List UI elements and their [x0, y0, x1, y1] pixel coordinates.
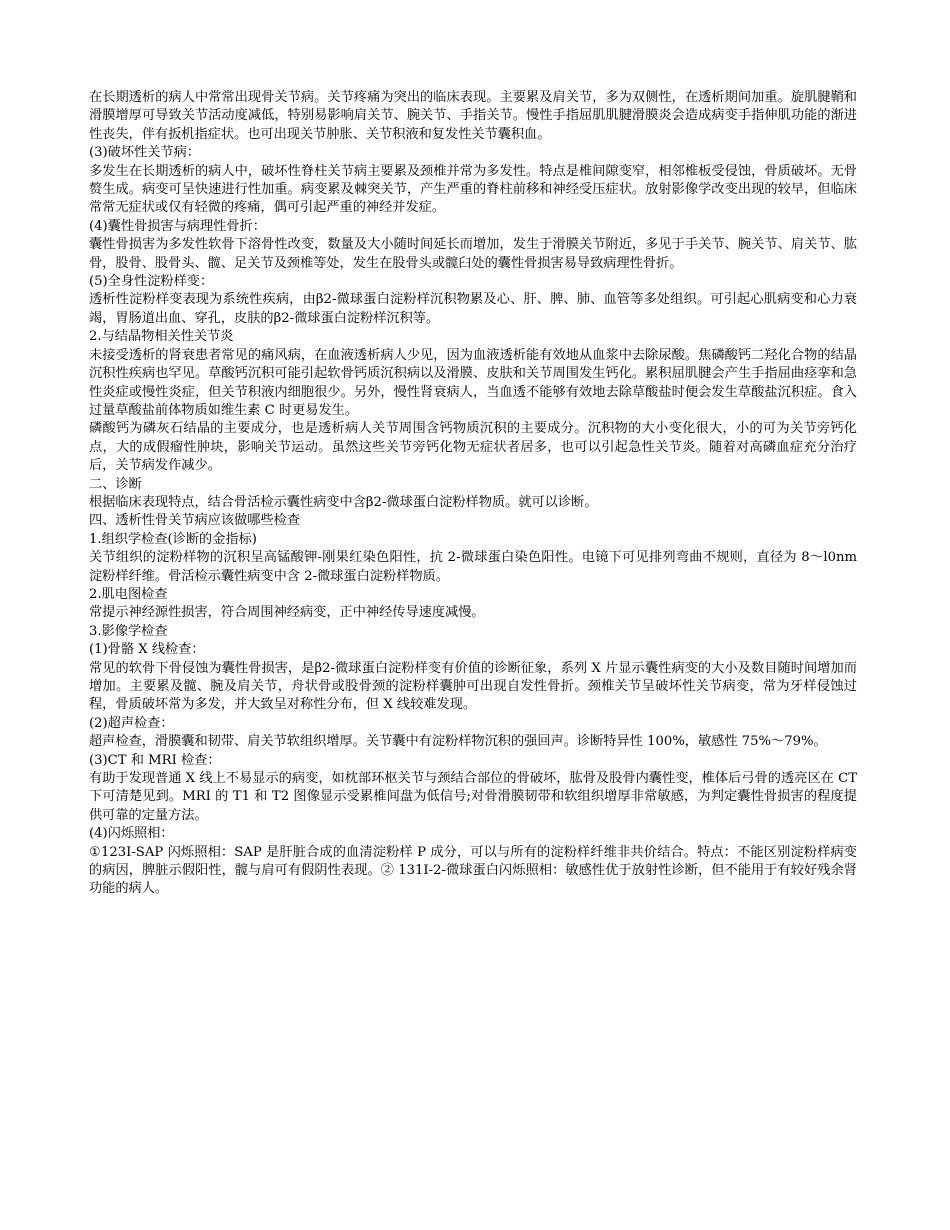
paragraph-calcium-phosphate: 磷酸钙为磷灰石结晶的主要成分，也是透析病人关节周围含钙物质沉积的主要成分。沉积物的大小变化很大，小的可为关节旁钙化点，大的成假瘤性肿块，影响关节运动。虽然这些关节旁钙化物无症状者居多，也可以引起急性关节炎。随着对高磷血症充分治疗后，关节病发作减少。	[89, 421, 857, 474]
paragraph-histology: 关节组织的淀粉样物的沉积呈高锰酸钾-刚果红染色阳性，抗 2-微球蛋白染色阳性。电镜下可见排列弯曲不规则，直径为 8～l0nm 淀粉样纤维。骨活检示囊性病变中含 2-微球蛋白淀粉样物质。	[89, 550, 857, 584]
paragraph-emg: 常提示神经源性损害，符合周围神经病变，正中神经传导速度减慢。	[89, 605, 485, 621]
heading-crystal-arthritis: 2.与结晶物相关性关节炎	[89, 329, 234, 345]
heading-scintigraphy: (4)闪烁照相：	[89, 826, 174, 842]
heading-ct-mri: (3)CT 和 MRI 检查：	[89, 752, 221, 768]
heading-ultrasound: (2)超声检查：	[89, 715, 174, 731]
paragraph-cystic-bone-lesion: 囊性骨损害为多发性软骨下溶骨性改变，数量及大小随时间延长而增加，发生于滑膜关节附近，多见于手关节、腕关节、肩关节、肱骨，股骨、股骨头、髋、足关节及颈椎等处，发生在股骨头或髋臼处的囊性骨损害易导致病理性骨折。	[89, 237, 857, 271]
heading-histology: 1.组织学检查(诊断的金指标)	[89, 531, 257, 547]
paragraph-systemic-amyloidosis: 透析性淀粉样变表现为系统性疾病，由β2-微球蛋白淀粉样沉积物累及心、肝、脾、肺、血管等多处组织。可引起心肌病变和心力衰竭，胃肠道出血、穿孔，皮肤的β2-微球蛋白淀粉样沉积等。	[89, 292, 857, 326]
heading-examinations: 四、透析性骨关节病应该做哪些检查	[89, 513, 300, 529]
heading-xray: (1)骨骼 X 线检查：	[89, 642, 205, 658]
heading-imaging: 3.影像学检查	[89, 623, 168, 639]
heading-destructive-arthropathy: (3)破坏性关节病：	[89, 145, 200, 161]
paragraph-ultrasound: 超声检查，滑膜囊和韧带、肩关节软组织增厚。关节囊中有淀粉样物沉积的强回声。诊断特异性 100%，敏感性 75%～79%。	[89, 734, 827, 750]
heading-emg: 2.肌电图检查	[89, 586, 168, 602]
paragraph-crystal-arthritis: 未接受透析的肾衰患者常见的痛风病，在血液透析病人少见，因为血液透析能有效地从血浆中去除尿酸。焦磷酸钙二羟化合物的结晶沉积性疾病也罕见。草酸钙沉积可能引起软骨钙质沉积病以及滑膜、皮肤和关节周围发生钙化。累积屈肌腱会产生手指屈曲痉挛和急性炎症或慢性炎症，但关节积液内细胞很少。另外，慢性肾衰病人，当血透不能够有效地去除草酸盐时便会发生草酸盐沉积症。食入过量草酸盐前体物质如维生素 C 时更易发生。	[89, 347, 857, 418]
document-body	[89, 89, 857, 899]
paragraph-ct-mri: 有助于发现普通 X 线上不易显示的病变，如枕部环枢关节与颈结合部位的骨破坏，肱骨及股骨内囊性变，椎体后弓骨的透亮区在 CT 下可清楚见到。MRI 的 T1 和 T2 图像显示受累椎间盘为低信号;对骨滑膜韧带和软组织增厚非常敏感，为判定囊性骨损害的程度提供可靠的定量方法。	[89, 771, 857, 823]
heading-diagnosis: 二、诊断	[89, 476, 142, 492]
heading-cystic-bone-lesion: (4)囊性骨损害与病理性骨折：	[89, 218, 266, 234]
paragraph-arthropathy-intro: 在长期透析的病人中常常出现骨关节病。关节疼痛为突出的临床表现。主要累及肩关节，多为双侧性，在透析期间加重。旋肌腱鞘和滑膜增厚可导致关节活动度减低，特别易影响肩关节、腕关节、手指关节。慢性手指屈肌肌腱滑膜炎会造成病变手指伸肌功能的渐进性丧失，伴有扳机指症状。也可出现关节肿胀、关节积液和复发性关节囊积血。	[89, 90, 857, 142]
paragraph-scintigraphy: ①123I-SAP 闪烁照相：SAP 是肝脏合成的血清淀粉样 P 成分，可以与所有的淀粉样纤维非共价结合。特点：不能区别淀粉样病变的病因，脾脏示假阳性，髋与肩可有假阴性表现。② 131I-2-微球蛋白闪烁照相：敏感性优于放射性诊断，但不能用于有较好残余肾功能的病人。	[89, 844, 857, 897]
paragraph-xray: 常见的软骨下骨侵蚀为囊性骨损害，是β2-微球蛋白淀粉样变有价值的诊断征象，系列 X 片显示囊性病变的大小及数目随时间增加而增加。主要累及髋、腕及肩关节，舟状骨或股骨颈的淀粉样囊肿可出现自发性骨折。颈椎关节呈破坏性关节病变，常为牙样侵蚀过程，骨质破坏常为多发，并大致呈对称性分布，但 X 线较难发现。	[89, 660, 857, 713]
paragraph-diagnosis: 根据临床表现特点，结合骨活检示囊性病变中含β2-微球蛋白淀粉样物质。就可以诊断。	[89, 494, 598, 510]
paragraph-destructive-arthropathy: 多发生在长期透析的病人中，破坏性脊柱关节病主要累及颈椎并常为多发性。特点是椎间隙变窄，相邻椎板受侵蚀，骨质破坏。无骨赘生成。病变可呈快速进行性加重。病变累及棘突关节，产生严重的脊柱前移和神经受压症状。放射影像学改变出现的较早，但临床常常无症状或仅有轻微的疼痛，偶可引起严重的神经并发症。	[89, 163, 857, 216]
heading-systemic-amyloidosis: (5)全身性淀粉样变：	[89, 274, 214, 290]
